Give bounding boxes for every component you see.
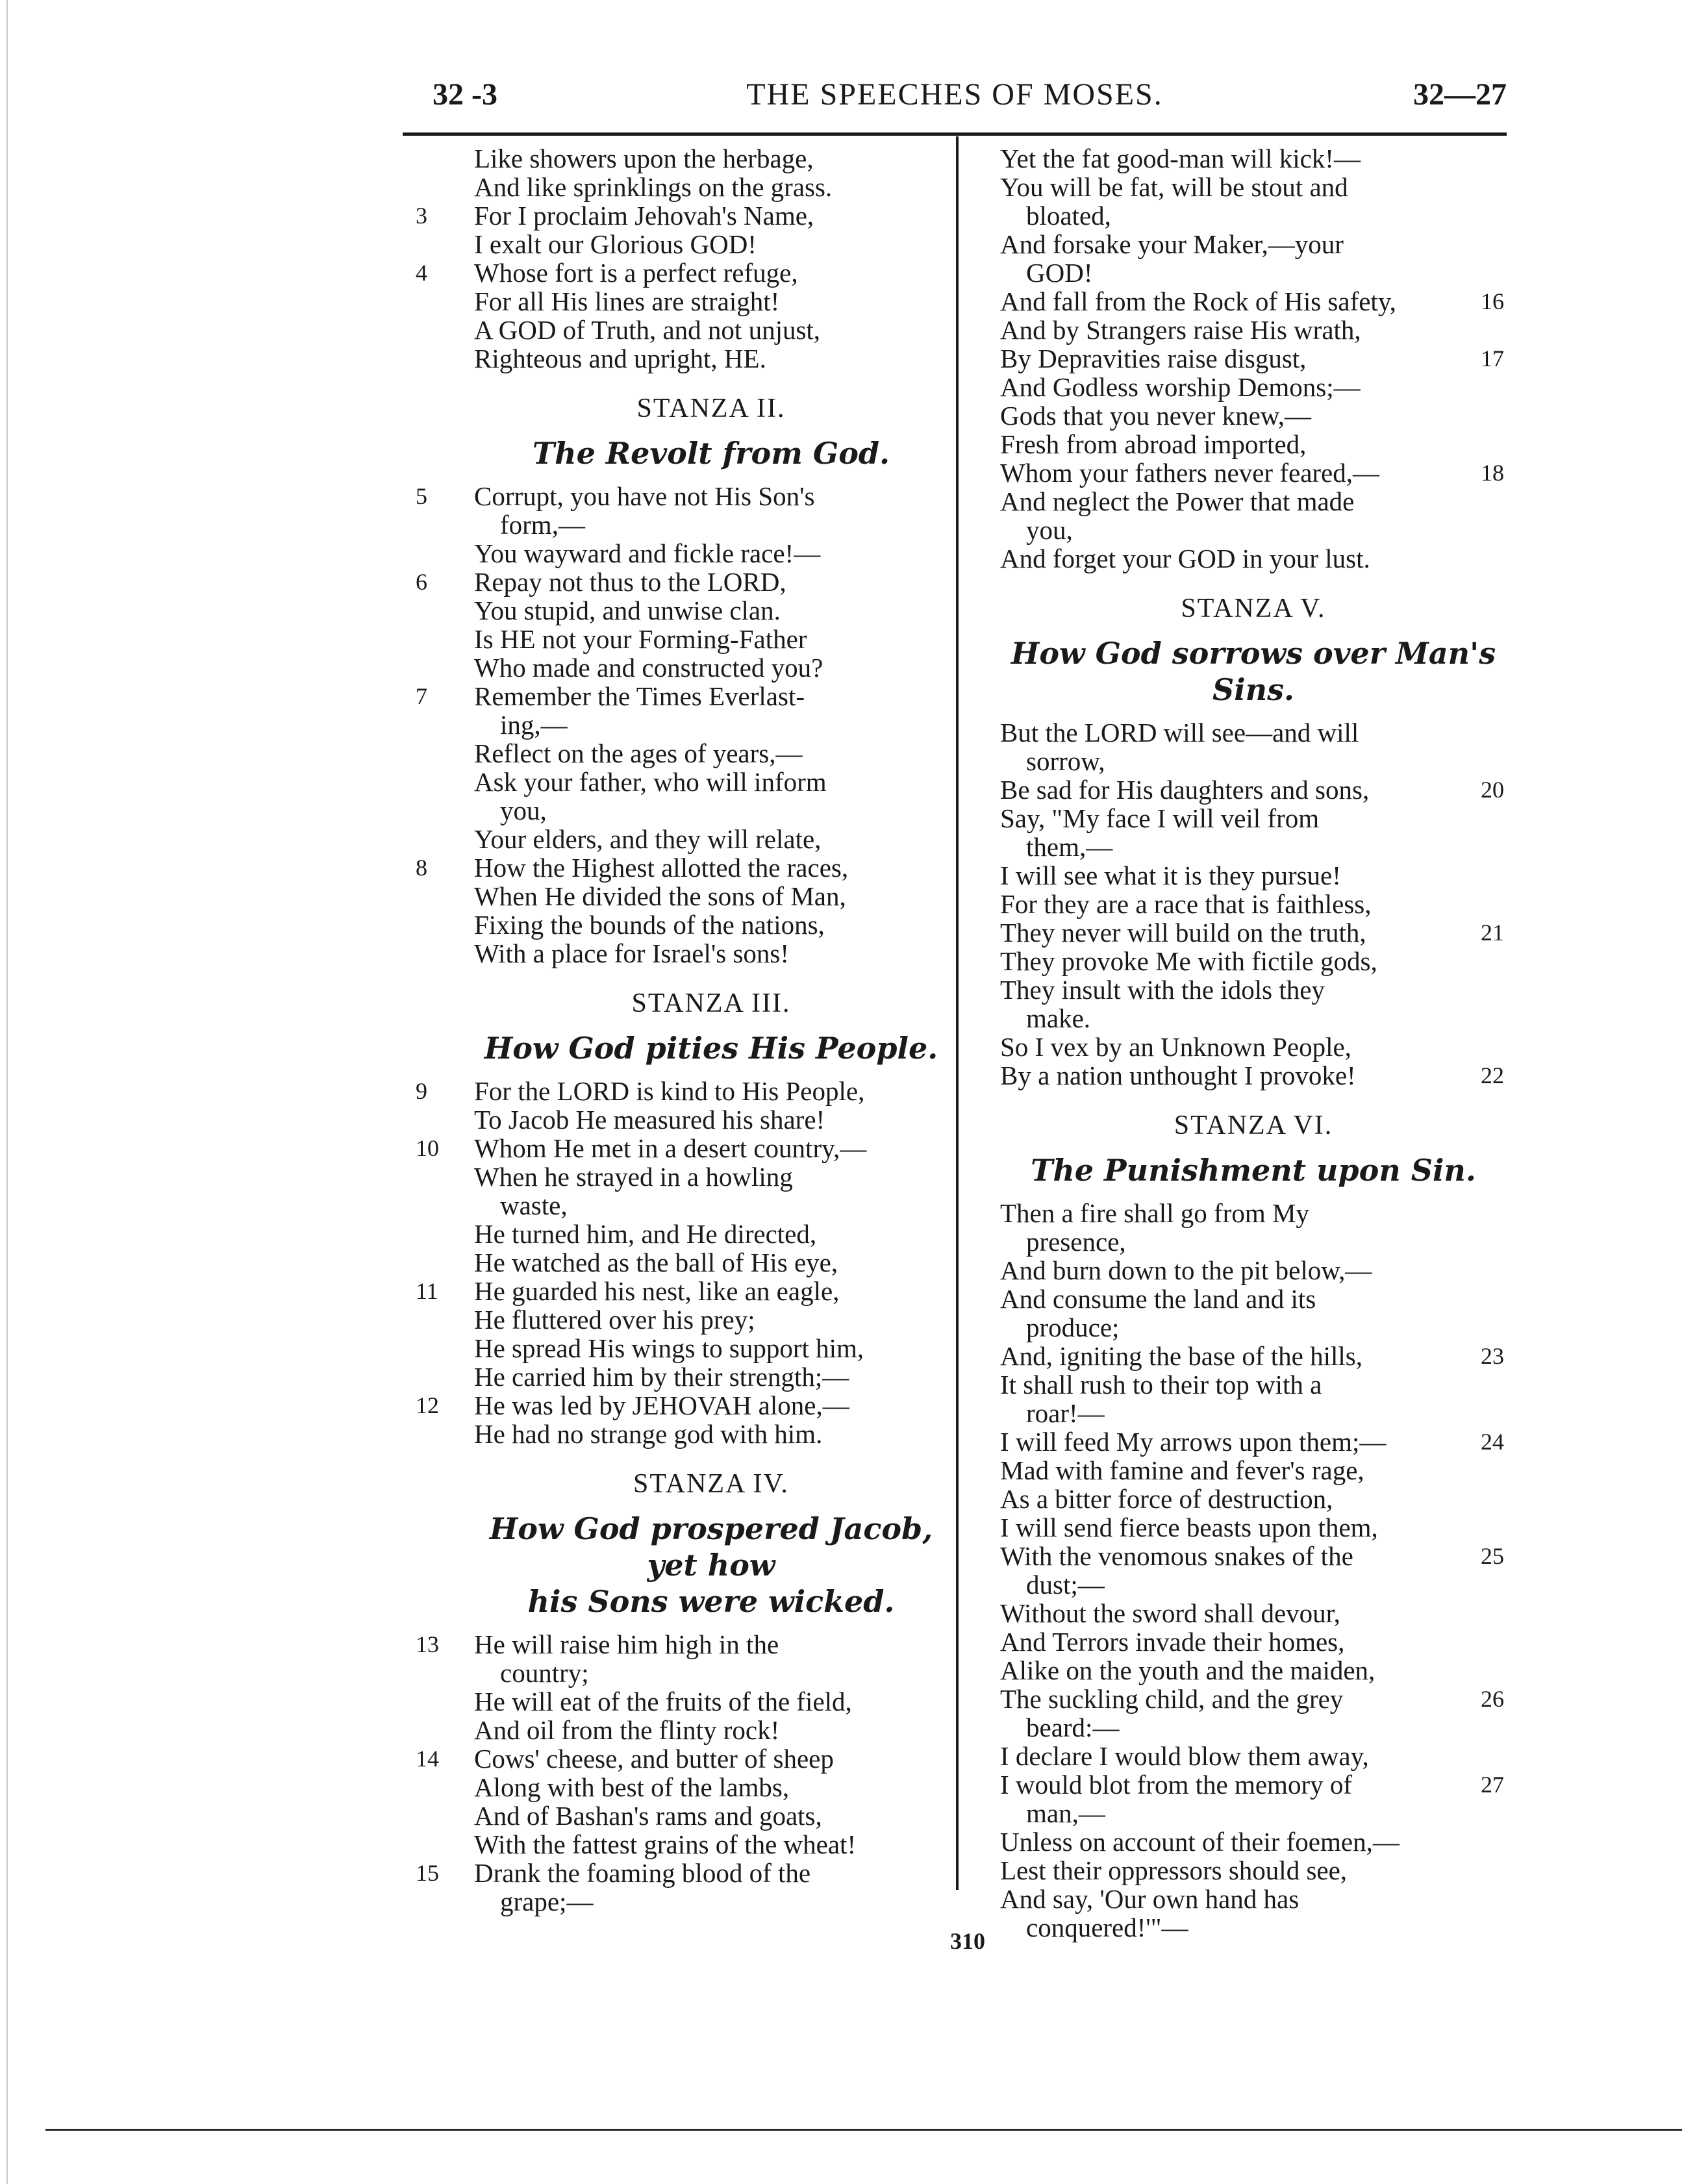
stanza-heading: STANZA V. <box>1181 594 1326 623</box>
verse-text: I declare I would blow them away, <box>1000 1741 1369 1771</box>
verse-text: He spread His wings to support him, <box>474 1333 864 1363</box>
verse-text: Be sad for His daughters and sons, <box>1000 775 1370 805</box>
verse-line <box>403 1887 948 1916</box>
verse-line <box>403 1830 948 1859</box>
verse-text: And forget your GOD in your lust. <box>1000 544 1370 573</box>
verse-text: He was led by JEHOVAH alone,— <box>474 1390 849 1420</box>
verse-line <box>403 1362 948 1391</box>
verse-text: Without the sword shall devour, <box>1000 1598 1340 1628</box>
verse-number: 21 <box>1481 920 1504 946</box>
verse-text: He guarded his nest, like an eagle, <box>474 1276 840 1306</box>
header-title: THE SPEECHES OF MOSES. <box>746 77 1163 112</box>
verse-line <box>1000 1061 1507 1090</box>
verse-number: 15 <box>416 1860 439 1886</box>
verse-text: Unless on account of their foemen,— <box>1000 1827 1400 1857</box>
verse-text: He will raise him high in the <box>474 1629 779 1659</box>
verse-line <box>1000 373 1507 401</box>
verse-number: 20 <box>1481 777 1504 803</box>
left-column <box>403 144 948 1916</box>
verse-number: 12 <box>416 1392 439 1418</box>
verse-text: Corrupt, you have not His Son's <box>474 481 815 511</box>
verse-line <box>403 853 948 882</box>
verse-line <box>1000 947 1507 975</box>
verse-block <box>403 1077 948 1448</box>
verse-text: make. <box>1026 1003 1091 1033</box>
verse-line <box>1000 458 1507 487</box>
verse-line <box>1000 1885 1507 1913</box>
verse-text: Ask your father, who will inform <box>474 767 827 797</box>
verse-line <box>403 144 948 173</box>
verse-text: Drank the foaming blood of the <box>474 1858 811 1888</box>
verse-text: And, igniting the base of the hills, <box>1000 1341 1363 1371</box>
verse-text: To Jacob He measured his share! <box>474 1105 825 1135</box>
verse-number: 17 <box>1481 345 1504 371</box>
verse-text: produce; <box>1026 1312 1120 1342</box>
verse-text: GOD! <box>1026 258 1093 288</box>
verse-text: He will eat of the fruits of the field, <box>474 1687 852 1716</box>
verse-line <box>1000 1770 1507 1799</box>
stanza-title <box>403 1511 948 1620</box>
verse-line <box>1000 1627 1507 1656</box>
verse-line <box>1000 918 1507 947</box>
verse-text: It shall rush to their top with a <box>1000 1370 1322 1400</box>
bottom-rule <box>45 2129 1682 2131</box>
verse-text: Whom your fathers never feared,— <box>1000 458 1379 488</box>
verse-line <box>1000 1004 1507 1033</box>
verse-line <box>1000 201 1507 230</box>
verse-number: 25 <box>1481 1543 1504 1569</box>
verse-number: 16 <box>1481 288 1504 314</box>
verse-text: And Terrors invade their homes, <box>1000 1627 1345 1657</box>
stanza-title: The Punishment upon Sin. <box>1031 1153 1476 1188</box>
verse-block <box>1000 718 1507 1090</box>
verse-number: 22 <box>1481 1062 1504 1088</box>
verse-block <box>403 144 948 373</box>
stanza-title: The Revolt from God. <box>532 436 890 471</box>
verse-line <box>403 1248 948 1277</box>
verse-line <box>403 510 948 539</box>
verse-text: Yet the fat good-man will kick!— <box>1000 144 1361 173</box>
verse-text: bloated, <box>1026 201 1111 231</box>
verse-number: 26 <box>1481 1686 1504 1712</box>
verse-text: you, <box>500 796 547 825</box>
verse-text: So I vex by an Unknown People, <box>1000 1032 1351 1062</box>
verse-text: roar!— <box>1026 1398 1105 1428</box>
verse-line <box>403 1277 948 1305</box>
verse-text: When he strayed in a howling <box>474 1162 793 1192</box>
verse-line <box>403 230 948 258</box>
verse-text: Who made and constructed you? <box>474 653 823 683</box>
verse-text: When He divided the sons of Man, <box>474 881 846 911</box>
verse-text: And fall from the Rock of His safety, <box>1000 286 1396 316</box>
verse-text: you, <box>1026 515 1073 545</box>
verse-text: Say, "My face I will veil from <box>1000 803 1320 833</box>
verse-number: 7 <box>416 683 427 709</box>
verse-text: Remember the Times Everlast- <box>474 681 805 711</box>
verse-text: conquered!'"— <box>1026 1913 1188 1942</box>
verse-line <box>1000 1913 1507 1942</box>
verse-text: ing,— <box>500 710 568 740</box>
verse-line <box>403 173 948 201</box>
verse-line <box>1000 1656 1507 1685</box>
stanza-heading: STANZA II. <box>636 394 786 423</box>
verse-text: sorrow, <box>1026 746 1105 776</box>
verse-line <box>1000 1856 1507 1885</box>
verse-line <box>1000 1742 1507 1770</box>
verse-text: For they are a race that is faithless, <box>1000 889 1372 919</box>
verse-line <box>403 1220 948 1248</box>
verse-block <box>403 482 948 968</box>
verse-text: They never will build on the truth, <box>1000 918 1366 948</box>
verse-block <box>1000 144 1507 573</box>
verse-text: They insult with the idols they <box>1000 975 1325 1005</box>
verse-line <box>1000 1256 1507 1285</box>
verse-line <box>403 625 948 653</box>
verse-line <box>1000 1342 1507 1370</box>
verse-line <box>403 539 948 568</box>
verse-line <box>1000 430 1507 458</box>
verse-line <box>403 1687 948 1716</box>
header-chapter-right: 32—27 <box>1413 77 1507 112</box>
verse-line <box>1000 401 1507 430</box>
verse-line <box>1000 1685 1507 1713</box>
verse-line <box>403 682 948 710</box>
verse-line <box>1000 1399 1507 1427</box>
verse-text: Repay not thus to the LORD, <box>474 567 786 597</box>
verse-number: 11 <box>416 1278 438 1304</box>
verse-text: Whom He met in a desert country,— <box>474 1133 867 1163</box>
verse-text: And by Strangers raise His wrath, <box>1000 315 1361 345</box>
right-column <box>1000 144 1507 1942</box>
verse-line <box>1000 1199 1507 1227</box>
verse-line <box>1000 804 1507 833</box>
verse-text: Cows' cheese, and butter of sheep <box>474 1744 834 1774</box>
verse-block <box>1000 1199 1507 1942</box>
verse-text: For the LORD is kind to His People, <box>474 1076 865 1106</box>
verse-text: For I proclaim Jehovah's Name, <box>474 201 814 231</box>
verse-line <box>1000 1427 1507 1456</box>
verse-number: 14 <box>416 1746 439 1772</box>
verse-text: country; <box>500 1658 589 1688</box>
verse-text: With the fattest grains of the wheat! <box>474 1829 857 1859</box>
verse-text: And oil from the flinty rock! <box>474 1715 780 1745</box>
verse-text: And consume the land and its <box>1000 1284 1316 1314</box>
verse-text: You will be fat, will be stout and <box>1000 172 1348 202</box>
verse-text: And like sprinklings on the grass. <box>474 172 833 202</box>
verse-text: Lest their oppressors should see, <box>1000 1855 1348 1885</box>
verse-line <box>403 258 948 287</box>
verse-line <box>403 939 948 968</box>
verse-text: And burn down to the pit below,— <box>1000 1255 1372 1285</box>
verse-text: The suckling child, and the grey <box>1000 1684 1344 1714</box>
page-edge <box>6 0 8 2184</box>
verse-number: 10 <box>416 1135 439 1161</box>
verse-line <box>1000 1599 1507 1627</box>
verse-text: With a place for Israel's sons! <box>474 938 790 968</box>
verse-text: Mad with famine and fever's rage, <box>1000 1455 1364 1485</box>
verse-line <box>403 1773 948 1801</box>
verse-text: Whose fort is a perfect refuge, <box>474 258 798 288</box>
verse-line <box>403 882 948 910</box>
stanza-heading: STANZA IV. <box>633 1469 789 1499</box>
verse-line <box>403 1801 948 1830</box>
verse-line <box>403 1077 948 1105</box>
verse-text: You stupid, and unwise clan. <box>474 596 781 625</box>
verse-text: And of Bashan's rams and goats, <box>474 1801 822 1831</box>
verse-text: He had no strange god with him. <box>474 1419 823 1449</box>
verse-text: Your elders, and they will relate, <box>474 824 822 854</box>
verse-line <box>1000 287 1507 316</box>
verse-line <box>1000 718 1507 747</box>
page-number: 310 <box>950 1928 985 1954</box>
verse-line <box>403 768 948 796</box>
verse-text: As a bitter force of destruction, <box>1000 1484 1333 1514</box>
verse-line <box>1000 975 1507 1004</box>
stanza-heading: STANZA III. <box>631 988 791 1018</box>
verse-text: I will send fierce beasts upon them, <box>1000 1512 1378 1542</box>
verse-line <box>403 1859 948 1887</box>
verse-text: By Depravities raise disgust, <box>1000 344 1307 373</box>
verse-line <box>403 201 948 230</box>
verse-line <box>403 739 948 768</box>
verse-text: form,— <box>500 510 585 540</box>
header-rule <box>403 132 1507 136</box>
verse-text: By a nation unthought I provoke! <box>1000 1061 1356 1090</box>
verse-text: Fixing the bounds of the nations, <box>474 910 825 940</box>
verse-text: dust;— <box>1026 1570 1105 1600</box>
verse-line <box>403 1305 948 1334</box>
verse-line <box>403 710 948 739</box>
header-chapter-left: 32 -3 <box>433 77 497 112</box>
verse-number: 6 <box>416 569 427 595</box>
verse-line <box>1000 747 1507 775</box>
verse-line <box>1000 1456 1507 1485</box>
verse-block <box>403 1630 948 1916</box>
verse-line <box>403 1134 948 1162</box>
verse-line <box>1000 890 1507 918</box>
verse-text: I will feed My arrows upon them;— <box>1000 1427 1387 1457</box>
verse-line <box>1000 775 1507 804</box>
verse-line <box>403 482 948 510</box>
verse-line <box>403 1391 948 1420</box>
verse-text: And Godless worship Demons;— <box>1000 372 1361 402</box>
verse-text: With the venomous snakes of the <box>1000 1541 1353 1571</box>
verse-line <box>1000 1313 1507 1342</box>
verse-text: They provoke Me with fictile gods, <box>1000 946 1377 976</box>
stanza-title-line: How God prospered Jacob, yet how <box>489 1511 933 1583</box>
verse-line <box>1000 487 1507 516</box>
verse-text: Is HE not your Forming-Father <box>474 624 807 654</box>
verse-text: He watched as the ball of His eye, <box>474 1248 838 1277</box>
verse-text: And say, 'Our own hand has <box>1000 1884 1300 1914</box>
verse-text: You wayward and fickle race!— <box>474 538 821 568</box>
verse-line <box>403 796 948 825</box>
verse-text: Alike on the youth and the maiden, <box>1000 1655 1375 1685</box>
stanza-title: How God sorrows over Man's Sins. <box>1011 636 1496 707</box>
verse-text: He fluttered over his prey; <box>474 1305 755 1335</box>
verse-text: And neglect the Power that made <box>1000 486 1355 516</box>
verse-text: Fresh from abroad imported, <box>1000 429 1307 459</box>
verse-line <box>1000 1713 1507 1742</box>
verse-text: A GOD of Truth, and not unjust, <box>474 315 821 345</box>
verse-line <box>403 653 948 682</box>
verse-line <box>403 1191 948 1220</box>
verse-text: Righteous and upright, HE. <box>474 344 766 373</box>
verse-number: 4 <box>416 260 427 286</box>
verse-line <box>1000 173 1507 201</box>
verse-line <box>1000 1570 1507 1599</box>
verse-line <box>1000 1370 1507 1399</box>
stanza-heading: STANZA VI. <box>1174 1111 1333 1140</box>
verse-number: 9 <box>416 1078 427 1104</box>
verse-line <box>1000 1542 1507 1570</box>
verse-line <box>1000 1827 1507 1856</box>
verse-line <box>1000 833 1507 861</box>
verse-text: I would blot from the memory of <box>1000 1770 1353 1800</box>
verse-text: waste, <box>500 1190 568 1220</box>
verse-line <box>403 1659 948 1687</box>
verse-number: 8 <box>416 855 427 881</box>
verse-line <box>1000 316 1507 344</box>
running-header <box>403 77 1507 129</box>
verse-text: But the LORD will see—and will <box>1000 718 1359 747</box>
verse-number: 24 <box>1481 1429 1504 1455</box>
verse-line <box>1000 1227 1507 1256</box>
verse-text: Gods that you never knew,— <box>1000 401 1311 431</box>
verse-text: Like showers upon the herbage, <box>474 144 814 173</box>
verse-text: How the Highest allotted the races, <box>474 853 849 883</box>
verse-line <box>403 1630 948 1659</box>
verse-number: 18 <box>1481 460 1504 486</box>
verse-number: 3 <box>416 203 427 229</box>
verse-text: For all His lines are straight! <box>474 286 780 316</box>
verse-line <box>403 1716 948 1744</box>
verse-number: 13 <box>416 1631 439 1657</box>
stanza-title: How God pities His People. <box>484 1031 938 1066</box>
verse-text: Then a fire shall go from My <box>1000 1198 1309 1228</box>
verse-line <box>403 1105 948 1134</box>
verse-line <box>1000 230 1507 258</box>
verse-line <box>403 825 948 853</box>
verse-text: Reflect on the ages of years,— <box>474 738 803 768</box>
verse-text: presence, <box>1026 1227 1126 1257</box>
verse-line <box>1000 1485 1507 1513</box>
verse-line <box>1000 544 1507 573</box>
verse-line <box>403 1334 948 1362</box>
verse-number: 5 <box>416 483 427 509</box>
verse-text: I will see what it is they pursue! <box>1000 860 1341 890</box>
column-divider <box>956 136 959 1890</box>
verse-line <box>403 568 948 596</box>
verse-line <box>1000 258 1507 287</box>
verse-number: 27 <box>1481 1772 1504 1798</box>
verse-text: grape;— <box>500 1887 594 1916</box>
verse-number: 23 <box>1481 1343 1504 1369</box>
verse-line <box>403 1744 948 1773</box>
verse-line <box>1000 1285 1507 1313</box>
verse-line <box>1000 861 1507 890</box>
verse-text: Along with best of the lambs, <box>474 1772 790 1802</box>
verse-line <box>403 344 948 373</box>
verse-line <box>403 287 948 316</box>
verse-line <box>1000 344 1507 373</box>
verse-line <box>403 316 948 344</box>
verse-line <box>1000 1033 1507 1061</box>
verse-text: them,— <box>1026 832 1113 862</box>
verse-line <box>1000 1799 1507 1827</box>
verse-line <box>1000 144 1507 173</box>
verse-line <box>1000 1513 1507 1542</box>
verse-text: He turned him, and He directed, <box>474 1219 817 1249</box>
verse-line <box>403 1162 948 1191</box>
verse-text: beard:— <box>1026 1713 1120 1742</box>
verse-line <box>403 1420 948 1448</box>
verse-text: I exalt our Glorious GOD! <box>474 229 757 259</box>
verse-text: man,— <box>1026 1798 1105 1828</box>
verse-line <box>403 910 948 939</box>
verse-text: And forsake your Maker,—your <box>1000 229 1344 259</box>
verse-text: He carried him by their strength;— <box>474 1362 849 1392</box>
verse-line <box>403 596 948 625</box>
stanza-title-line: his Sons were wicked. <box>527 1584 895 1619</box>
verse-line <box>1000 516 1507 544</box>
